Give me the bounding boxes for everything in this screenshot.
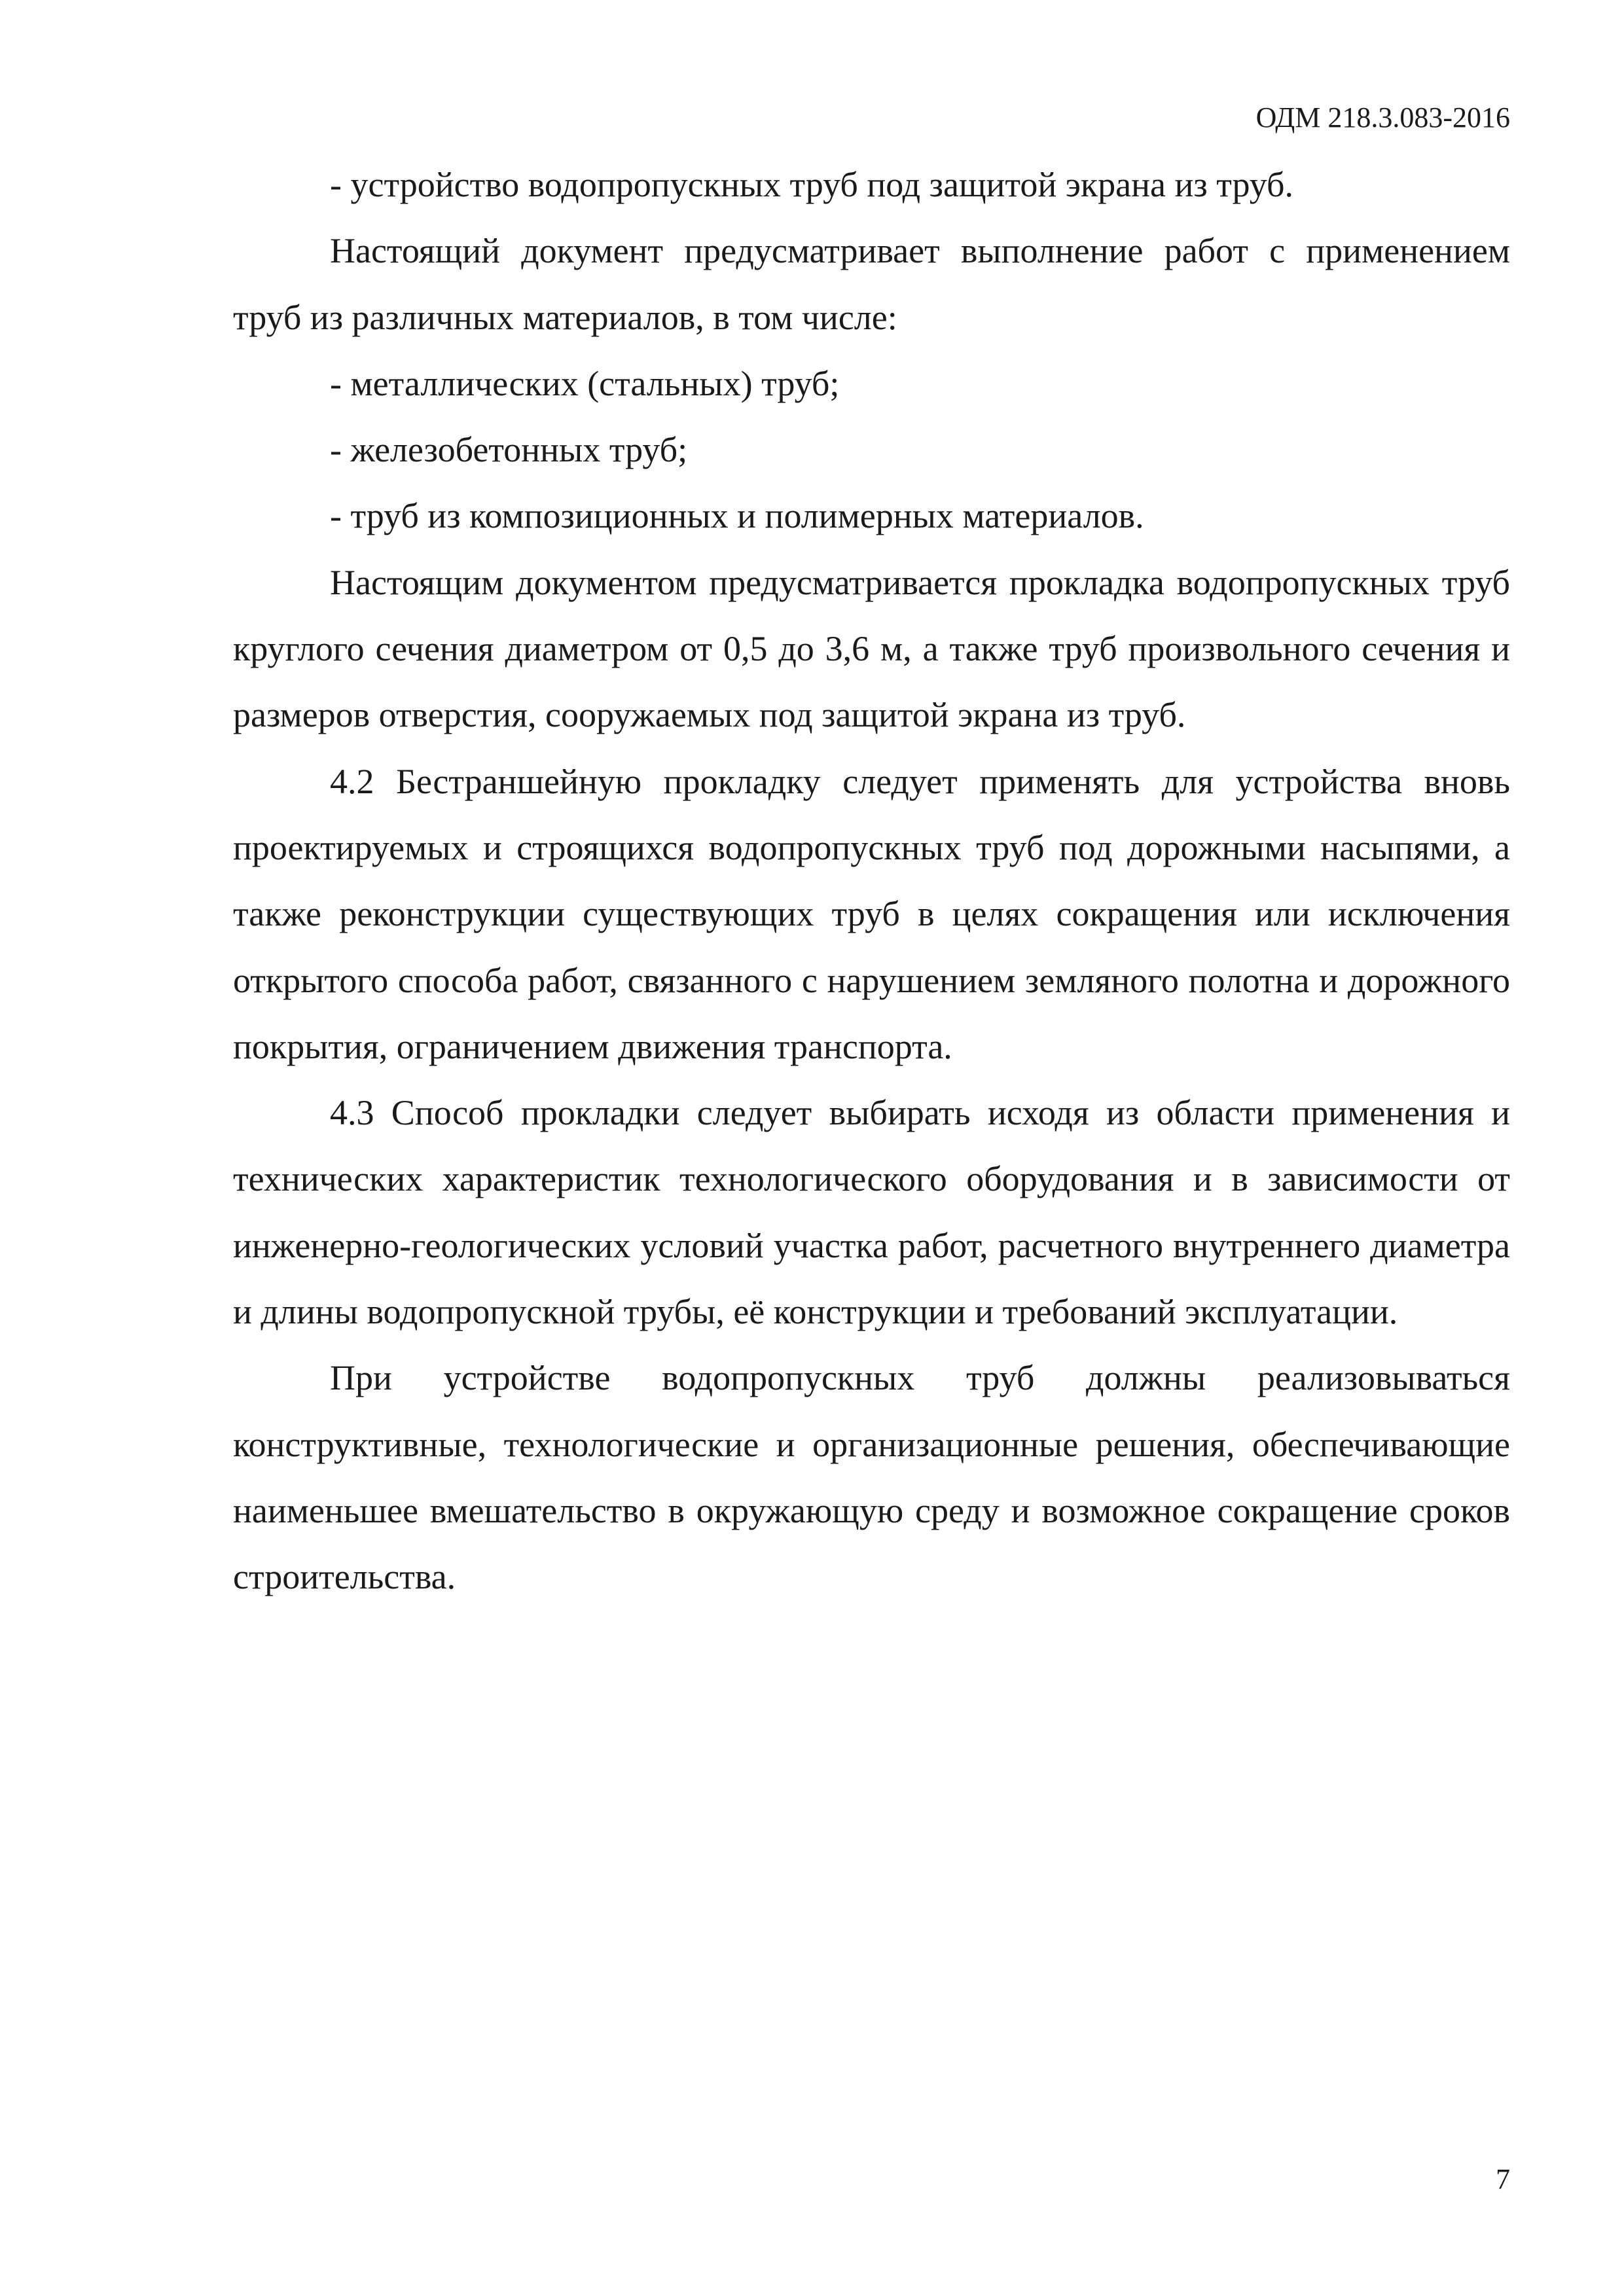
paragraph-section-4-3: 4.3 Способ прокладки следует выбирать исходя из области применения и технических характеристик технологического оборудования и в зависимости от инженерно-геологических условий участка работ, расчетного внутреннего диаметра и длины водопропускной трубы, её конструкции и требований эксплуатации. xyxy=(233,1093,1510,1332)
paragraph-section-4-2: 4.2 Бестраншейную прокладку следует применять для устройства вновь проектируемых и строящихся водопропускных труб под дорожными насыпями, а также реконструкции существующих труб в целях сокращения или исключения открытого способа работ, связанного с нарушением земляного полотна и дорожного покрытия, ограничением движения транспорта. xyxy=(233,761,1510,1066)
document-code: ОДМ 218.3.083-2016 xyxy=(1255,101,1510,134)
list-item-screen-pipes: - устройство водопропускных труб под защитой экрана из труб. xyxy=(330,165,1294,204)
list-item-composite-pipes: - труб из композиционных и полимерных материалов. xyxy=(330,496,1144,536)
paragraph-design-solutions: При устройстве водопропускных труб должны реализовываться конструктивные, технологические и организационные решения, обеспечивающие наименьшее вмешательство в окружающую среду и возможное сокращение сроков строительства. xyxy=(233,1358,1510,1597)
document-body xyxy=(233,152,1510,1611)
list-item-concrete-pipes: - железобетонных труб; xyxy=(330,430,688,470)
page-number: 7 xyxy=(1496,2163,1510,2195)
paragraph-materials-intro: Настоящий документ предусматривает выполнение работ с применением труб из различных материалов, в том числе: xyxy=(233,231,1510,337)
list-item-metal-pipes: - металлических (стальных) труб; xyxy=(330,363,840,403)
paragraph-pipe-diameters: Настоящим документом предусматривается прокладка водопропускных труб круглого сечения диаметром от 0,5 до 3,6 м, а также труб произвольного сечения и размеров отверстия, сооружаемых под защитой экрана из труб. xyxy=(233,562,1510,735)
